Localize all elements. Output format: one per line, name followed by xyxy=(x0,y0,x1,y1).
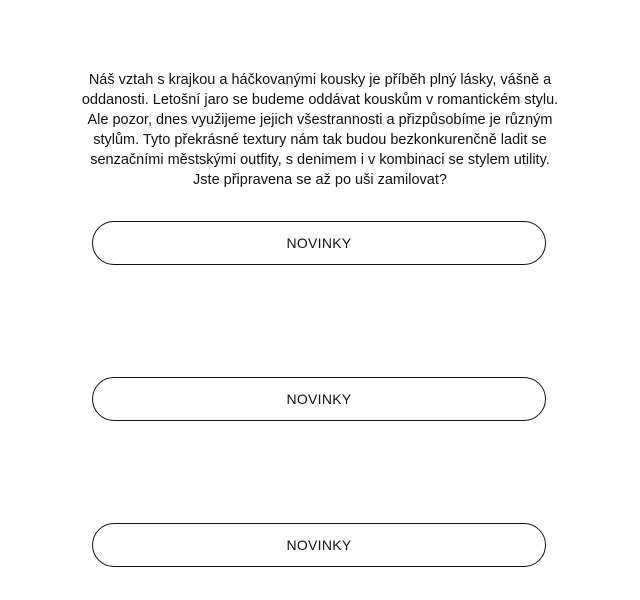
intro-paragraph xyxy=(80,70,560,190)
intro-line: Ale pozor, dnes využijeme jejich všestrannosti a přizpůsobíme je různým xyxy=(87,112,553,128)
novinky-button-2[interactable]: NOVINKY xyxy=(92,377,546,421)
intro-line: Jste připravena se až po uši zamilovat? xyxy=(193,172,447,188)
intro-line: oddanosti. Letošní jaro se budeme oddávat kouskům v romantickém stylu. xyxy=(81,92,559,108)
novinky-button-1[interactable]: NOVINKY xyxy=(92,221,546,265)
novinky-button-3[interactable]: NOVINKY xyxy=(92,523,546,567)
intro-line: stylům. Tyto překrásné textury nám tak budou bezkonkurenčně ladit se xyxy=(93,132,547,148)
intro-line: Náš vztah s krajkou a háčkovanými kousky je příběh plný lásky, vášně a xyxy=(88,72,552,88)
intro-line: senzačními městskými outfity, s denimem i v kombinaci se stylem utility. xyxy=(90,152,550,168)
